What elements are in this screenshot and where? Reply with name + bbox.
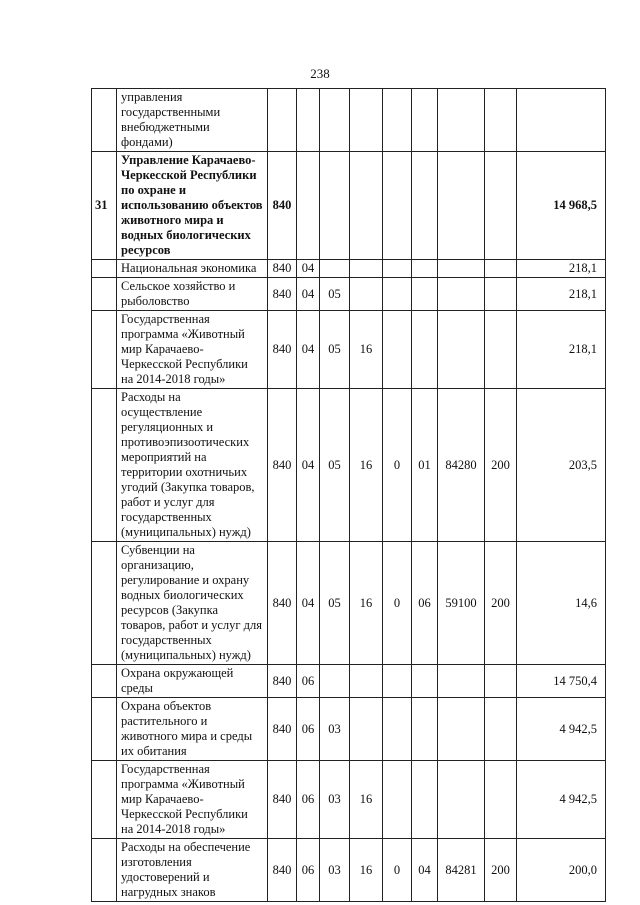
- amount: 14,6: [517, 542, 606, 665]
- admin-code: 840: [268, 698, 297, 761]
- subsection-code: 03: [320, 761, 350, 839]
- expense-type-code: [485, 311, 517, 389]
- section-code: 06: [297, 698, 320, 761]
- amount: 218,1: [517, 260, 606, 278]
- row-number: [92, 389, 117, 542]
- subprogram-code: 0: [383, 389, 412, 542]
- section-code: 06: [297, 761, 320, 839]
- program-code: [350, 260, 383, 278]
- amount: 14 750,4: [517, 665, 606, 698]
- table-row: [92, 389, 606, 542]
- amount: 203,5: [517, 389, 606, 542]
- table-row: [92, 698, 606, 761]
- row-name: управления государственными внебюджетными фондами): [117, 89, 268, 152]
- event-code: [412, 761, 438, 839]
- section-code: 06: [297, 839, 320, 902]
- table-row: [92, 278, 606, 311]
- row-number: [92, 311, 117, 389]
- direction-code: [438, 278, 485, 311]
- subprogram-code: [383, 89, 412, 152]
- subsection-code: [320, 152, 350, 260]
- expense-type-code: 200: [485, 839, 517, 902]
- expense-type-code: 200: [485, 542, 517, 665]
- event-code: [412, 260, 438, 278]
- admin-code: 840: [268, 761, 297, 839]
- event-code: [412, 89, 438, 152]
- table-row: [92, 665, 606, 698]
- program-code: 16: [350, 761, 383, 839]
- row-name: Управление Карачаево-Черкесской Республики по охране и использованию объектов животного мира и водных биологических ресурсов: [117, 152, 268, 260]
- subprogram-code: [383, 260, 412, 278]
- program-code: 16: [350, 542, 383, 665]
- subprogram-code: [383, 665, 412, 698]
- direction-code: [438, 152, 485, 260]
- expense-type-code: [485, 89, 517, 152]
- row-number: [92, 698, 117, 761]
- subprogram-code: [383, 311, 412, 389]
- row-name: Сельское хозяйство и рыболовство: [117, 278, 268, 311]
- section-code: 06: [297, 665, 320, 698]
- direction-code: [438, 311, 485, 389]
- direction-code: [438, 698, 485, 761]
- event-code: 06: [412, 542, 438, 665]
- direction-code: [438, 89, 485, 152]
- program-code: 16: [350, 311, 383, 389]
- event-code: [412, 152, 438, 260]
- table-row: [92, 152, 606, 260]
- admin-code: 840: [268, 278, 297, 311]
- direction-code: [438, 260, 485, 278]
- section-code: 04: [297, 542, 320, 665]
- row-name: Субвенции на организацию, регулирование и охрану водных биологических ресурсов (Закупка товаров, работ и услуг для государственных (муниципальных) нужд): [117, 542, 268, 665]
- admin-code: 840: [268, 542, 297, 665]
- admin-code: 840: [268, 311, 297, 389]
- program-code: [350, 278, 383, 311]
- row-name: Охрана окружающей среды: [117, 665, 268, 698]
- event-code: 04: [412, 839, 438, 902]
- subsection-code: 03: [320, 698, 350, 761]
- subsection-code: 05: [320, 311, 350, 389]
- table-row: [92, 311, 606, 389]
- expense-type-code: [485, 665, 517, 698]
- program-code: [350, 698, 383, 761]
- section-code: 04: [297, 311, 320, 389]
- row-number: [92, 260, 117, 278]
- event-code: 01: [412, 389, 438, 542]
- row-number: [92, 761, 117, 839]
- event-code: [412, 311, 438, 389]
- expense-type-code: [485, 152, 517, 260]
- row-name: Охрана объектов растительного и животного мира и среды их обитания: [117, 698, 268, 761]
- row-name: Расходы на осуществление регуляционных и противоэпизоотических мероприятий на территории охотничьих угодий (Закупка товаров, работ и услуг для государственных (муниципальных) нужд): [117, 389, 268, 542]
- program-code: 16: [350, 839, 383, 902]
- direction-code: 59100: [438, 542, 485, 665]
- row-name: Национальная экономика: [117, 260, 268, 278]
- admin-code: 840: [268, 389, 297, 542]
- subprogram-code: [383, 278, 412, 311]
- amount: 4 942,5: [517, 761, 606, 839]
- subsection-code: 03: [320, 839, 350, 902]
- expense-type-code: [485, 278, 517, 311]
- table-row: [92, 542, 606, 665]
- amount: 200,0: [517, 839, 606, 902]
- budget-table: [91, 88, 606, 902]
- row-number: [92, 542, 117, 665]
- subsection-code: [320, 89, 350, 152]
- page-number: 238: [310, 66, 330, 81]
- amount: 14 968,5: [517, 152, 606, 260]
- event-code: [412, 278, 438, 311]
- event-code: [412, 665, 438, 698]
- admin-code: 840: [268, 152, 297, 260]
- section-code: [297, 152, 320, 260]
- amount: 4 942,5: [517, 698, 606, 761]
- section-code: 04: [297, 389, 320, 542]
- subprogram-code: [383, 761, 412, 839]
- admin-code: [268, 89, 297, 152]
- direction-code: 84281: [438, 839, 485, 902]
- expense-type-code: [485, 698, 517, 761]
- row-number: [92, 89, 117, 152]
- row-number: 31: [92, 152, 117, 260]
- amount: [517, 89, 606, 152]
- expense-type-code: 200: [485, 389, 517, 542]
- row-name: Государственная программа «Животный мир Карачаево-Черкесской Республики на 2014-2018 годы»: [117, 311, 268, 389]
- subsection-code: [320, 260, 350, 278]
- row-name: Государственная программа «Животный мир Карачаево-Черкесской Республики на 2014-2018 годы»: [117, 761, 268, 839]
- program-code: [350, 89, 383, 152]
- subprogram-code: 0: [383, 839, 412, 902]
- row-number: [92, 665, 117, 698]
- subprogram-code: 0: [383, 542, 412, 665]
- row-number: [92, 839, 117, 902]
- section-code: 04: [297, 260, 320, 278]
- table-row: [92, 839, 606, 902]
- direction-code: 84280: [438, 389, 485, 542]
- subprogram-code: [383, 698, 412, 761]
- amount: 218,1: [517, 311, 606, 389]
- subsection-code: 05: [320, 278, 350, 311]
- event-code: [412, 698, 438, 761]
- subsection-code: 05: [320, 389, 350, 542]
- table-row: [92, 260, 606, 278]
- subsection-code: 05: [320, 542, 350, 665]
- admin-code: 840: [268, 665, 297, 698]
- program-code: 16: [350, 389, 383, 542]
- table-body: [92, 89, 606, 902]
- table-row: [92, 761, 606, 839]
- admin-code: 840: [268, 839, 297, 902]
- amount: 218,1: [517, 278, 606, 311]
- expense-type-code: [485, 260, 517, 278]
- subprogram-code: [383, 152, 412, 260]
- expense-type-code: [485, 761, 517, 839]
- table-row: [92, 89, 606, 152]
- admin-code: 840: [268, 260, 297, 278]
- direction-code: [438, 665, 485, 698]
- subsection-code: [320, 665, 350, 698]
- program-code: [350, 665, 383, 698]
- row-number: [92, 278, 117, 311]
- row-name: Расходы на обеспечение изготовления удостоверений и нагрудных знаков: [117, 839, 268, 902]
- program-code: [350, 152, 383, 260]
- section-code: [297, 89, 320, 152]
- direction-code: [438, 761, 485, 839]
- section-code: 04: [297, 278, 320, 311]
